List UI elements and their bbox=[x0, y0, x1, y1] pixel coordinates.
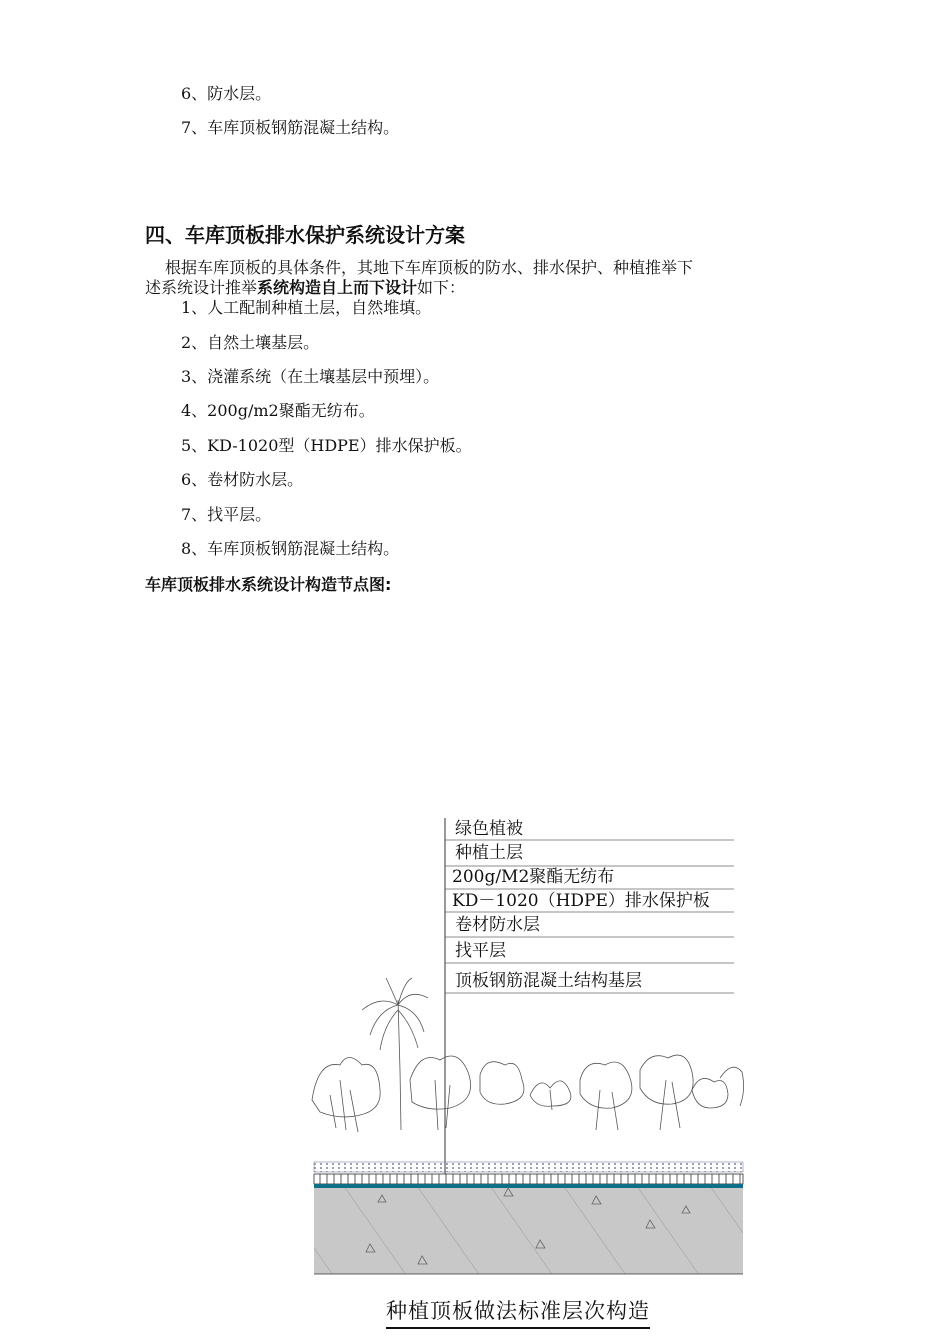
list-item: 5、KD-1020型（HDPE）排水保护板。 bbox=[181, 436, 472, 455]
section-heading: 四、车库顶板排水保护系统设计方案 bbox=[145, 223, 465, 247]
list-item: 6、卷材防水层。 bbox=[181, 470, 304, 489]
vegetation-sketch bbox=[312, 978, 744, 1132]
list-item: 7、找平层。 bbox=[181, 505, 272, 524]
diagram-caption: 种植顶板做法标准层次构造 bbox=[386, 1296, 650, 1329]
layer-section bbox=[314, 1162, 743, 1274]
construction-diagram bbox=[300, 810, 760, 1280]
list-item: 3、浇灌系统（在土壤基层中预埋）。 bbox=[181, 367, 440, 386]
list-item: 1、人工配制种植土层，自然堆填。 bbox=[181, 298, 432, 317]
paragraph-text: 如下： bbox=[417, 278, 466, 297]
layer-label-leveling: 找平层 bbox=[455, 941, 506, 961]
diagram-heading: 车库顶板排水系统设计构造节点图: bbox=[145, 575, 392, 594]
list-item: 2、自然土壤基层。 bbox=[181, 333, 320, 352]
layer-label-drain-board: KD－1020（HDPE）排水保护板 bbox=[452, 891, 710, 911]
paragraph-line: 根据车库顶板的具体条件，其地下车库顶板的防水、排水保护、种植推举下 bbox=[165, 258, 694, 277]
list-item: 4、200g/m2聚酯无纺布。 bbox=[181, 401, 375, 420]
layer-label-soil: 种植土层 bbox=[455, 843, 523, 863]
layer-labels bbox=[445, 819, 734, 993]
fabric-layer bbox=[314, 1162, 743, 1172]
layer-label-fabric: 200g/M2聚酯无纺布 bbox=[452, 867, 615, 887]
list-item: 8、车库顶板钢筋混凝土结构。 bbox=[181, 539, 400, 558]
list-item: 6、防水层。 bbox=[181, 84, 272, 103]
paragraph-text: 述系统设计推举 bbox=[145, 278, 258, 297]
drain-board-cells bbox=[314, 1174, 743, 1184]
layer-label-concrete: 顶板钢筋混凝土结构基层 bbox=[455, 971, 642, 991]
layer-label-vegetation: 绿色植被 bbox=[455, 819, 523, 839]
layer-label-waterproof: 卷材防水层 bbox=[455, 915, 540, 935]
paragraph-emphasis: 系统构造自上而下设计 bbox=[257, 278, 418, 297]
paragraph-line bbox=[145, 278, 465, 298]
drain-board-layer bbox=[314, 1184, 743, 1188]
list-item: 7、车库顶板钢筋混凝土结构。 bbox=[181, 118, 400, 137]
